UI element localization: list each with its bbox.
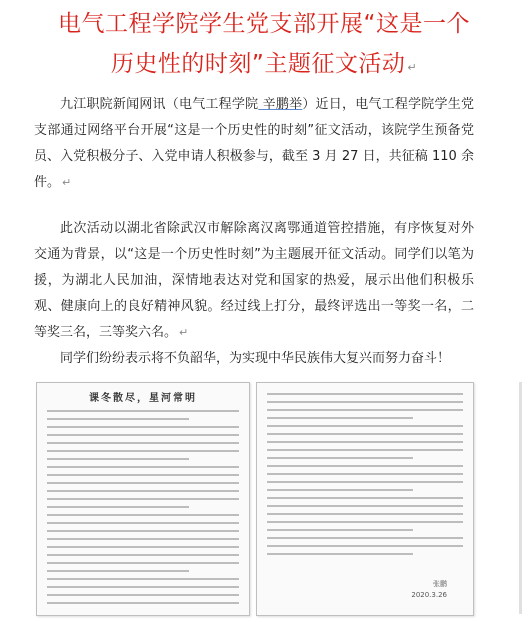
text-line <box>267 457 413 459</box>
text-line <box>267 489 413 491</box>
text-line <box>47 466 239 468</box>
text-line <box>267 449 463 451</box>
text-line <box>267 513 463 515</box>
text-line <box>47 530 239 532</box>
text-line <box>267 505 463 507</box>
text-line <box>47 458 189 460</box>
text-line <box>47 546 239 548</box>
text-line <box>267 529 413 531</box>
text-line <box>47 594 239 596</box>
text-line <box>267 481 463 483</box>
paragraph-background <box>34 216 474 346</box>
text-line <box>47 514 239 516</box>
text-line <box>267 497 463 499</box>
text-line <box>267 417 413 419</box>
text-line <box>267 553 413 555</box>
text-line <box>47 570 189 572</box>
text-line <box>47 562 239 564</box>
text-line <box>47 498 239 500</box>
text-line <box>47 434 239 436</box>
para2-text: 此次活动以湖北省除武汉市解除离汉离鄂通道管控措施，有序恢复对外交通为背景，以“这是一个历史性时刻”为主题展开征文活动。同学们以笔为援，为湖北人民加油，深情地表达对党和国家的热爱，展示出他们积极乐观、健康向上的良好精神风貌。经过线上打分，最终评选出一等奖一名，二等奖三名，三等奖六名。 <box>34 221 474 340</box>
return-mark-icon: ↵ <box>179 326 189 339</box>
essay-page-1 <box>36 382 250 616</box>
essay-page-2 <box>256 382 474 616</box>
essay-title: 课冬散尽，星河常明 <box>89 393 197 404</box>
title-line-1: 电气工程学院学生党支部开展“这是一个 <box>58 11 470 37</box>
text-line <box>267 425 463 427</box>
text-line <box>267 441 463 443</box>
article-title <box>10 4 518 88</box>
essay-scan-images <box>36 382 484 618</box>
para3-text: 同学们纷纷表示将不负韶华，为实现中华民族伟大复兴而努力奋斗！ <box>60 351 451 366</box>
text-line <box>267 521 463 523</box>
text-line <box>47 418 189 420</box>
title-line-2-text: 历史性的时刻”主题征文活动 <box>110 51 406 77</box>
text-line <box>267 433 463 435</box>
text-line <box>267 465 463 467</box>
text-line <box>47 490 239 492</box>
essay-signature-name: 张鹏 <box>433 580 447 588</box>
text-line <box>267 393 463 395</box>
text-line <box>47 554 239 556</box>
page-edge-divider <box>519 382 522 614</box>
text-line <box>47 602 239 604</box>
text-line <box>267 409 463 411</box>
text-line <box>47 578 239 580</box>
text-line <box>47 410 239 412</box>
text-line <box>47 442 239 444</box>
text-line <box>267 537 463 539</box>
text-line <box>47 450 239 452</box>
text-line <box>47 522 239 524</box>
text-line <box>47 474 239 476</box>
text-line <box>267 473 463 475</box>
return-mark-icon: ↵ <box>407 61 418 74</box>
para1-text-a: 九江职院新闻网讯（电气工程学院 <box>60 97 259 112</box>
title-line-2 <box>10 44 518 88</box>
text-line <box>47 586 239 588</box>
paragraph-intro <box>34 92 474 196</box>
author-name-link[interactable]: 辛鹏举 <box>258 97 303 112</box>
text-line <box>47 538 239 540</box>
paragraph-closing <box>34 346 474 372</box>
para1-text-b: ）近日，电气工程学院学生党支部通过网络平台开展“这是一个历史性的时刻”征文活动，该院学生预备党员、入党积极分子、入党申请人积极参与，截至 3 月 27 日，共征稿 110 余件。 <box>34 97 474 190</box>
text-line <box>47 506 189 508</box>
essay-signature-date: 2020.3.26 <box>411 591 447 599</box>
return-mark-icon: ↵ <box>62 176 72 189</box>
text-line <box>267 545 463 547</box>
text-line <box>47 482 239 484</box>
text-line <box>47 426 239 428</box>
text-line <box>267 401 463 403</box>
